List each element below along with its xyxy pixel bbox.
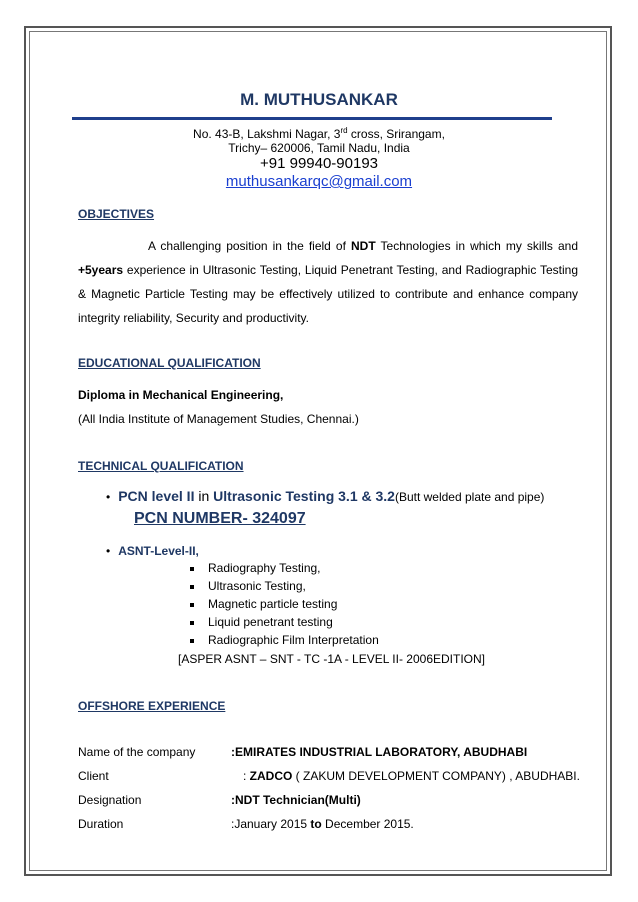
- objectives-text-3: experience in Ultrasonic Testing, Liquid Penetrant Testing, and Radiographic Testing & Magnetic Particle Testing may be effectively utilized to contribute and enhance company integrity reliability, Security and productivity.: [78, 263, 578, 325]
- square-bullet-icon: [190, 585, 194, 589]
- objectives-heading: OBJECTIVES: [78, 207, 155, 221]
- client-value: [243, 769, 580, 783]
- asnt-item: [190, 633, 379, 647]
- asnt-item-label: Liquid penetrant testing: [208, 615, 333, 629]
- asnt-note: [ASPER ASNT – SNT - TC -1A - LEVEL II- 2006EDITION]: [178, 652, 485, 666]
- asnt-item-label: Radiographic Film Interpretation: [208, 633, 379, 647]
- education-heading: EDUCATIONAL QUALIFICATION: [78, 356, 261, 370]
- education-degree: Diploma in Mechanical Engineering,: [78, 388, 284, 402]
- asnt-label: ASNT-Level-II,: [118, 544, 199, 558]
- asnt-item: [190, 615, 333, 629]
- pcn-note: (Butt welded plate and pipe): [394, 490, 545, 504]
- client-detail: ( ZAKUM DEVELOPMENT COMPANY) , ABUDHABI.: [292, 769, 580, 783]
- designation-value: :NDT Technician(Multi): [231, 793, 361, 807]
- designation-label: Designation: [78, 793, 142, 807]
- bullet-dot-icon: •: [106, 544, 111, 558]
- asnt-item-label: Radiography Testing,: [208, 561, 321, 575]
- address-line-2: Trichy– 620006, Tamil Nadu, India: [228, 141, 410, 155]
- objectives-years: +5years: [78, 263, 124, 277]
- pcn-bullet-line: [106, 488, 544, 504]
- asnt-item: [190, 561, 321, 575]
- phone-number: +91 99940-90193: [259, 155, 379, 172]
- technical-heading: TECHNICAL QUALIFICATION: [78, 459, 244, 473]
- header-rule: [72, 117, 552, 120]
- objectives-text-2: Technologies in which my skills and: [375, 239, 578, 253]
- duration-end: December 2015.: [321, 817, 414, 831]
- candidate-name: M. MUTHUSANKAR: [240, 90, 398, 109]
- pcn-in: in: [194, 488, 214, 504]
- asnt-item: [190, 579, 306, 593]
- asnt-item: [190, 597, 337, 611]
- address-superscript: rd: [340, 126, 348, 135]
- pcn-level: PCN level II: [118, 488, 195, 504]
- duration-label: Duration: [78, 817, 124, 831]
- company-value: :EMIRATES INDUSTRIAL LABORATORY, ABUDHABI: [231, 745, 528, 759]
- address-line-1-text: No. 43-B, Lakshmi Nagar, 3: [193, 127, 341, 141]
- pcn-number: PCN NUMBER- 324097: [134, 510, 306, 527]
- bullet-dot-icon: •: [106, 490, 111, 504]
- education-institute: (All India Institute of Management Studies, Chennai.): [78, 412, 359, 426]
- objectives-text-1: A challenging position in the field of: [148, 239, 351, 253]
- objectives-paragraph: [78, 234, 578, 330]
- asnt-item-label: Magnetic particle testing: [208, 597, 338, 611]
- client-colon: :: [243, 769, 250, 783]
- square-bullet-icon: [190, 621, 194, 625]
- pcn-method: Ultrasonic Testing 3.1 & 3.2: [213, 488, 395, 504]
- company-label: Name of the company: [78, 745, 196, 759]
- address-line-1-tail: cross, Srirangam,: [347, 127, 445, 141]
- client-name: ZADCO: [249, 769, 293, 783]
- offshore-heading: OFFSHORE EXPERIENCE: [78, 699, 226, 713]
- address-line-1: [0, 126, 638, 141]
- asnt-item-label: Ultrasonic Testing,: [208, 579, 306, 593]
- duration-start: :January 2015: [231, 817, 311, 831]
- square-bullet-icon: [190, 567, 194, 571]
- email-line: [0, 173, 638, 190]
- duration-to: to: [310, 817, 322, 831]
- asnt-bullet-line: [106, 544, 199, 558]
- objectives-ndt: NDT: [351, 239, 376, 253]
- client-label: Client: [78, 769, 109, 783]
- square-bullet-icon: [190, 603, 194, 607]
- duration-value: [231, 817, 414, 831]
- email-link[interactable]: muthusankarqc@gmail.com: [225, 173, 413, 190]
- square-bullet-icon: [190, 639, 194, 643]
